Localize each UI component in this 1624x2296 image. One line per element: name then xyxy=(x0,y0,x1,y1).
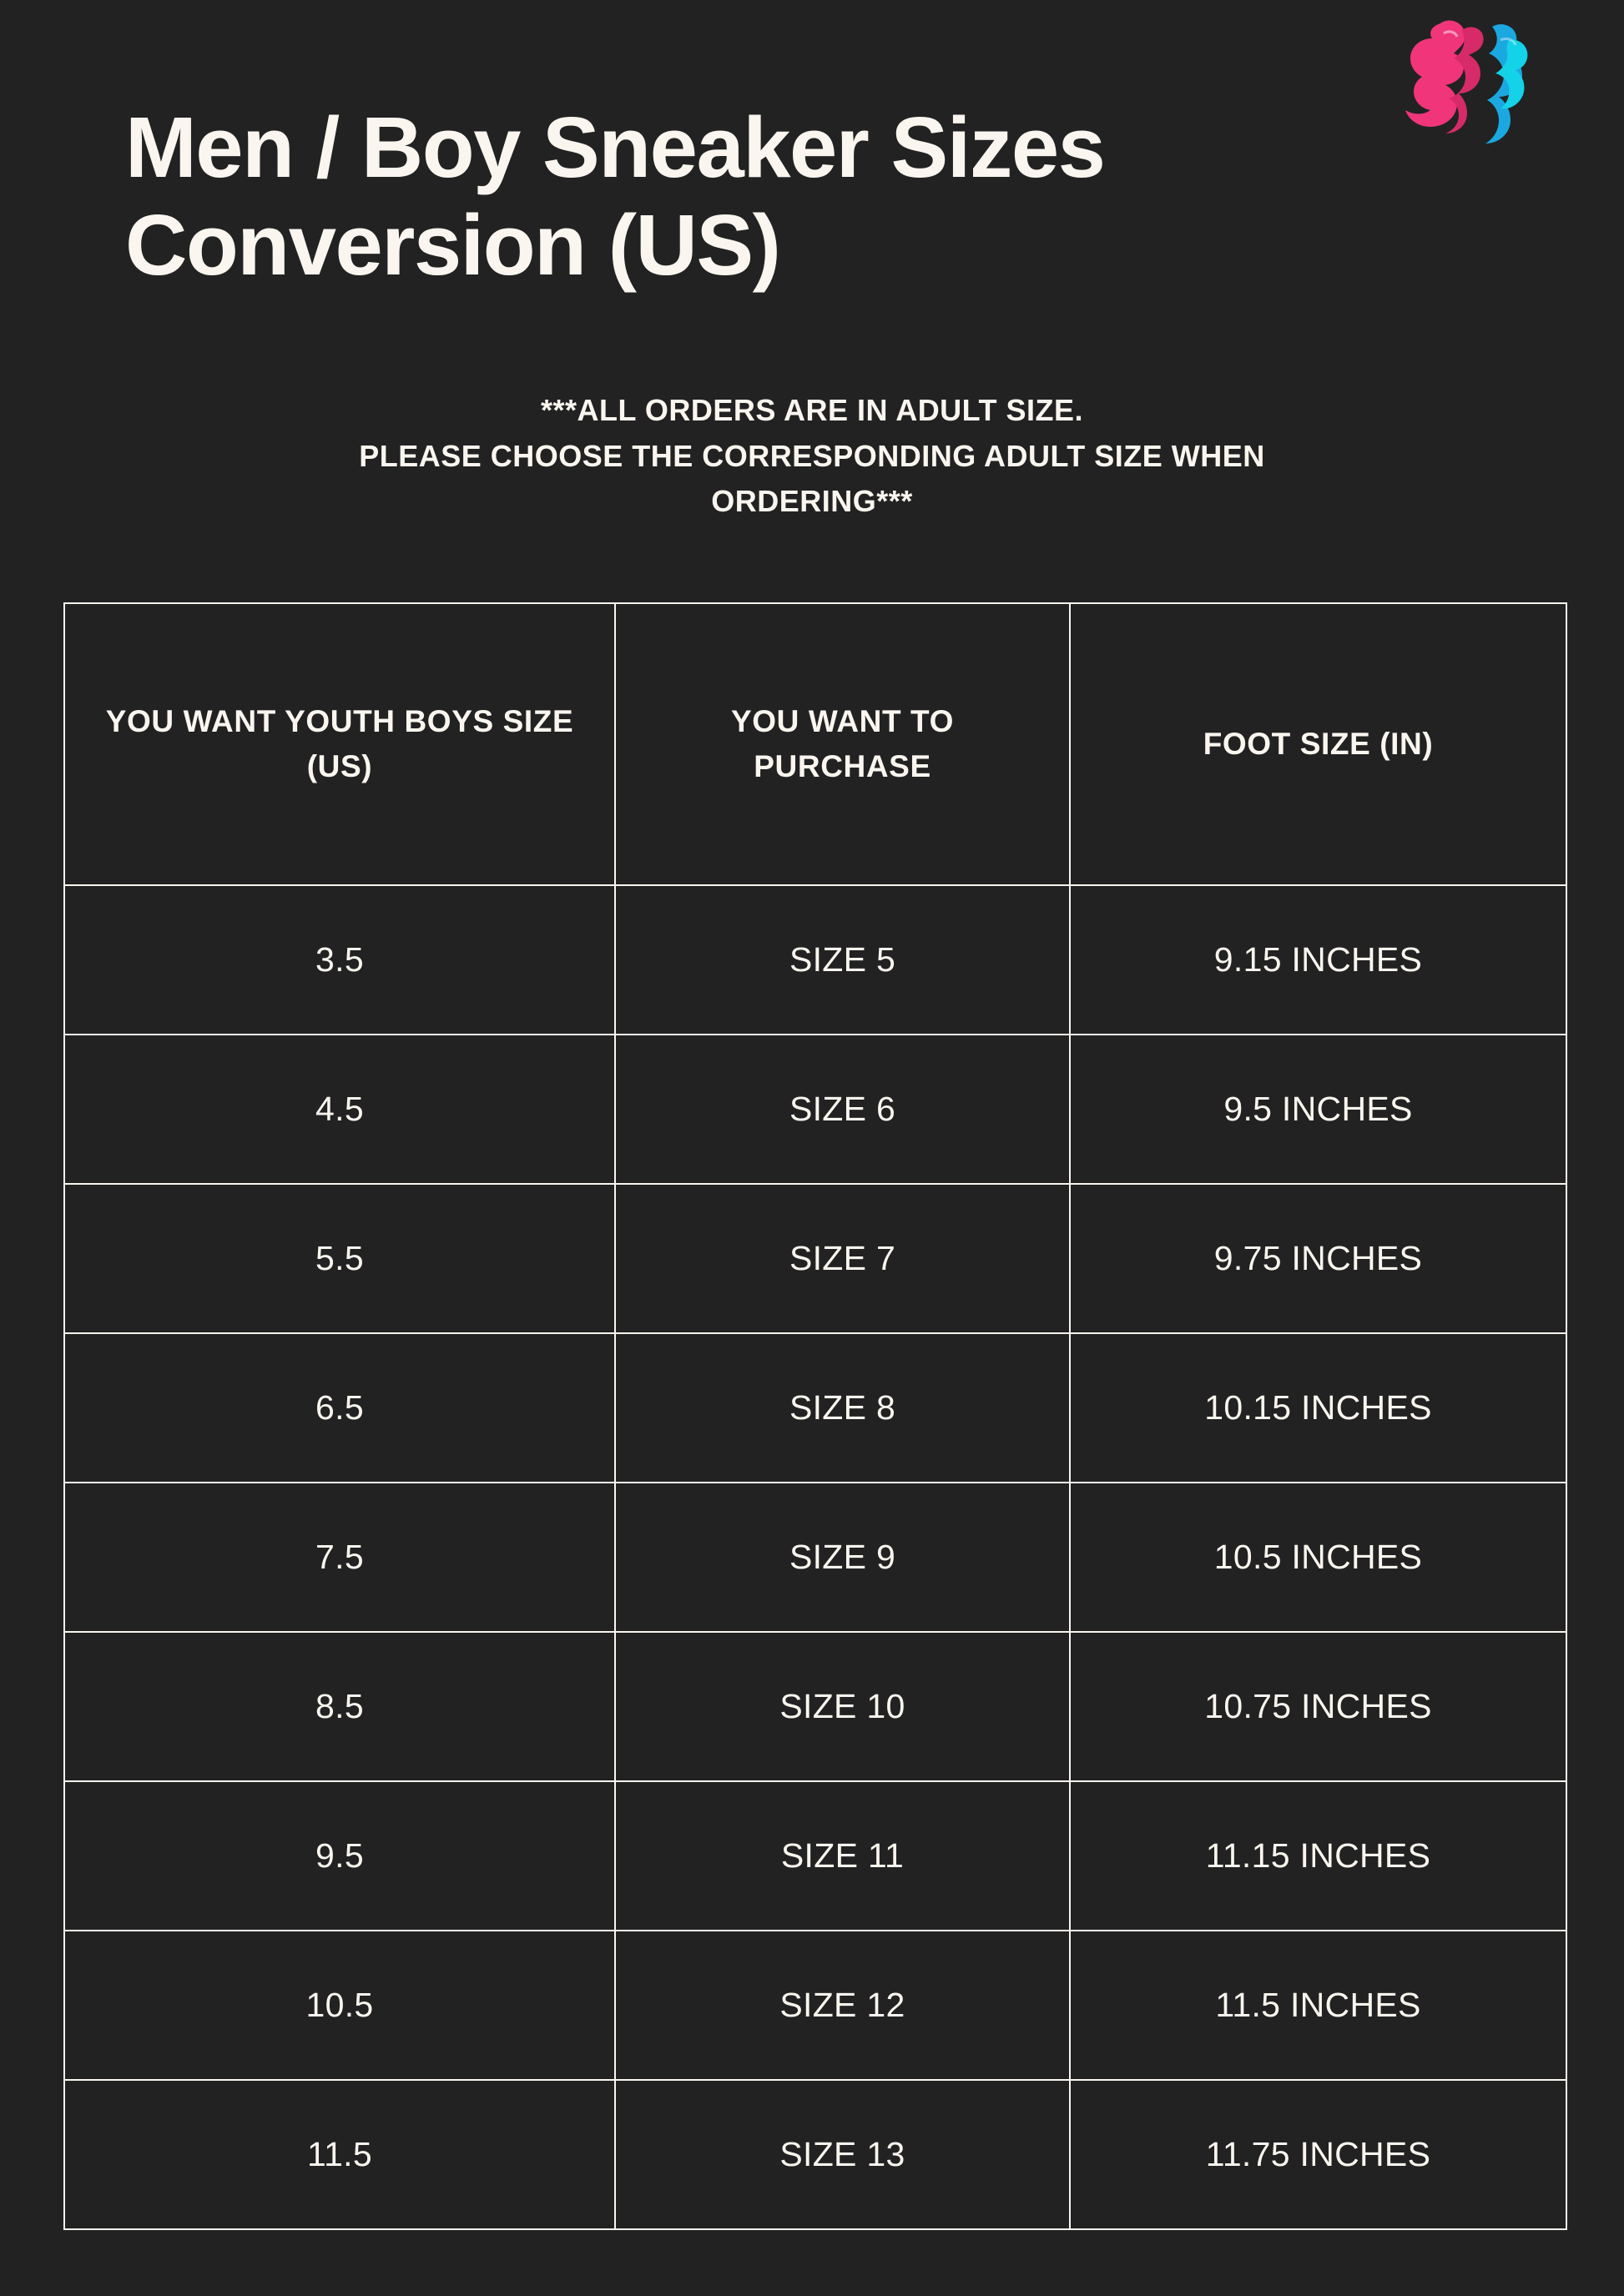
cell-foot-size: 9.15 INCHES xyxy=(1070,885,1566,1035)
cell-foot-size: 9.5 INCHES xyxy=(1070,1035,1566,1184)
cell-foot-size: 11.5 INCHES xyxy=(1070,1931,1566,2080)
cell-youth-size: 3.5 xyxy=(64,885,615,1035)
page-title-line-2: Conversion (US) xyxy=(125,197,780,294)
cell-foot-size: 9.75 INCHES xyxy=(1070,1184,1566,1333)
cell-purchase-size: SIZE 11 xyxy=(615,1781,1070,1931)
cell-youth-size: 8.5 xyxy=(64,1632,615,1781)
cell-purchase-size: SIZE 6 xyxy=(615,1035,1070,1184)
cell-purchase-size: SIZE 5 xyxy=(615,885,1070,1035)
page-subtitle xyxy=(100,388,1524,525)
table-row xyxy=(64,1333,1566,1483)
page-title xyxy=(125,98,1494,295)
table-row xyxy=(64,1035,1566,1184)
table-header-youth-size: YOU WANT YOUTH BOYS SIZE (US) xyxy=(64,603,615,885)
table-row xyxy=(64,1184,1566,1333)
cell-youth-size: 6.5 xyxy=(64,1333,615,1483)
table-header-row xyxy=(64,603,1566,885)
cell-youth-size: 10.5 xyxy=(64,1931,615,2080)
table-row xyxy=(64,1632,1566,1781)
cell-youth-size: 4.5 xyxy=(64,1035,615,1184)
subtitle-line-3: ORDERING*** xyxy=(711,484,913,519)
cell-purchase-size: SIZE 7 xyxy=(615,1184,1070,1333)
cell-purchase-size: SIZE 9 xyxy=(615,1483,1070,1632)
cell-foot-size: 10.75 INCHES xyxy=(1070,1632,1566,1781)
subtitle-line-1: ***ALL ORDERS ARE IN ADULT SIZE. xyxy=(540,393,1084,427)
cell-youth-size: 5.5 xyxy=(64,1184,615,1333)
table-row xyxy=(64,1781,1566,1931)
cell-foot-size: 10.15 INCHES xyxy=(1070,1333,1566,1483)
cell-foot-size: 10.5 INCHES xyxy=(1070,1483,1566,1632)
page-title-line-1: Men / Boy Sneaker Sizes xyxy=(125,99,1105,195)
table-header-purchase-size: YOU WANT TO PURCHASE xyxy=(615,603,1070,885)
cell-purchase-size: SIZE 12 xyxy=(615,1931,1070,2080)
cell-youth-size: 7.5 xyxy=(64,1483,615,1632)
table-row xyxy=(64,885,1566,1035)
cell-purchase-size: SIZE 13 xyxy=(615,2080,1070,2229)
cell-purchase-size: SIZE 8 xyxy=(615,1333,1070,1483)
table-header-foot-size: FOOT SIZE (IN) xyxy=(1070,603,1566,885)
table-row xyxy=(64,2080,1566,2229)
cell-youth-size: 9.5 xyxy=(64,1781,615,1931)
cell-youth-size: 11.5 xyxy=(64,2080,615,2229)
size-conversion-table xyxy=(63,602,1567,2230)
cell-foot-size: 11.15 INCHES xyxy=(1070,1781,1566,1931)
table-row xyxy=(64,1483,1566,1632)
cell-foot-size: 11.75 INCHES xyxy=(1070,2080,1566,2229)
cell-purchase-size: SIZE 10 xyxy=(615,1632,1070,1781)
subtitle-line-2: PLEASE CHOOSE THE CORRESPONDING ADULT SIZE WHEN xyxy=(359,438,1265,473)
table-row xyxy=(64,1931,1566,2080)
size-conversion-table-wrapper xyxy=(63,602,1566,2230)
